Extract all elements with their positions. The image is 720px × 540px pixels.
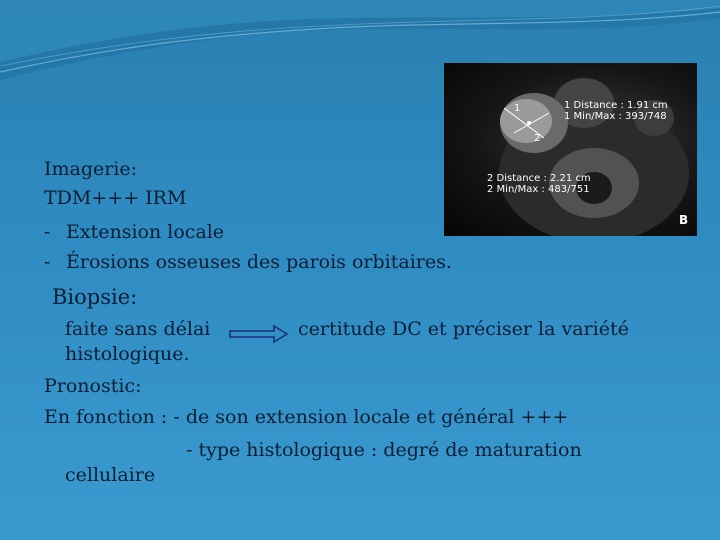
measure-2-distance: 2 Distance : 2.21 cm (487, 173, 591, 184)
right-arrow-icon (228, 323, 290, 345)
measure-2-minmax: 2 Min/Max : 483/751 (487, 184, 590, 195)
mri-scan-image (444, 63, 697, 236)
mri-marker-2: 2 (534, 133, 541, 144)
biopsie-text-right: certitude DC et préciser la variété (298, 318, 629, 340)
imagerie-heading: Imagerie: (44, 158, 138, 180)
imagerie-modalities: TDM+++ IRM (44, 187, 187, 209)
mri-marker-1: 1 (514, 103, 521, 114)
pronostic-heading: Pronostic: (44, 375, 142, 397)
pronostic-line-3: cellulaire (65, 464, 156, 486)
bullet-erosions: Érosions osseuses des parois orbitaires. (66, 251, 452, 273)
biopsie-text-continued: histologique. (65, 343, 190, 365)
measure-1-minmax: 1 Min/Max : 393/748 (564, 111, 667, 122)
biopsie-text-left: faite sans délai (65, 318, 211, 340)
bullet-dash-1: - (44, 221, 51, 243)
mri-scan-drawing (444, 63, 697, 236)
pronostic-line-1: En fonction : - de son extension locale et général +++ (44, 406, 569, 428)
biopsie-heading: Biopsie: (52, 285, 138, 309)
panel-letter: B (679, 213, 689, 227)
measure-1-distance: 1 Distance : 1.91 cm (564, 100, 668, 111)
bullet-dash-2: - (44, 251, 51, 273)
bullet-extension-locale: Extension locale (66, 221, 225, 243)
pronostic-line-2: - type histologique : degré de maturation (186, 439, 582, 461)
